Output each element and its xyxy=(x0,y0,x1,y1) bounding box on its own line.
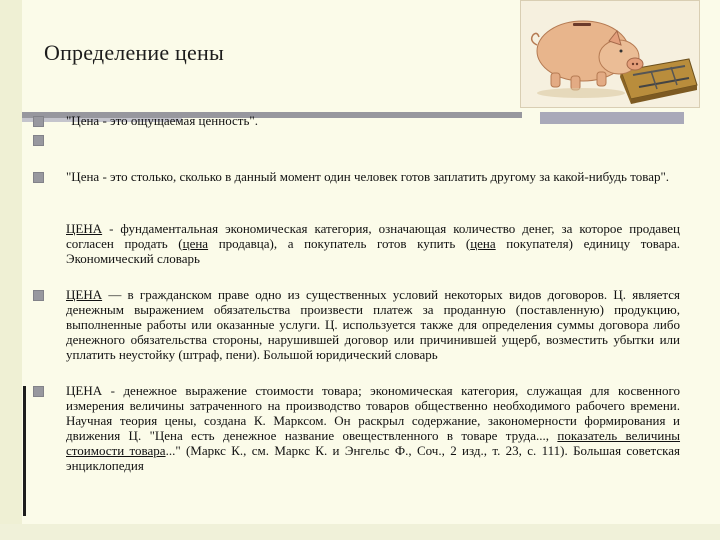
term-link[interactable]: цена xyxy=(470,236,496,251)
square-bullet-icon xyxy=(33,116,44,127)
term-link[interactable]: ЦЕНА xyxy=(66,221,103,236)
piggy-bank-icon xyxy=(521,1,699,107)
definition-encyclopedia: ЦЕНА - денежное выражение стоимости товара; экономическая категория, служащая для косвенного измерения величины затраченного на производство товаров общественно необходимого рабочего времени. Научная теория цены, создана К. Марксом. Он раскрыл содержание, закономерности формирования и движения Ц. "Цена есть денежное название овеществленного в товаре труда..., показатель величины стоимости товара..." (Маркс К., см. Маркс К. и Энгельс Ф., Соч., 2 изд., т. 23, с. 111). Большая советская энциклопедия xyxy=(66,383,681,473)
term-link[interactable]: ЦЕНА xyxy=(66,287,103,302)
bottom-margin-strip xyxy=(0,524,720,540)
square-bullet-icon xyxy=(33,290,44,301)
quote-perceived-value: "Цена - это ощущаемая ценность". xyxy=(66,113,258,128)
left-margin-strip xyxy=(0,0,22,540)
piggy-bank-mousetrap-illustration xyxy=(520,0,700,108)
vertical-accent-line xyxy=(23,386,26,516)
slide-title: Определение цены xyxy=(44,40,224,65)
definition-legal: ЦЕНА — в гражданском праве одно из существенных условий некоторых видов договоров. Ц. является денежным выражением обязательства произвести платеж за проданную (поставленную) продукцию, выполненные работы или оказанные услуги. Ц. используется также для определения суммы договора либо денежного обязательства стороны, нарушившей договор или причинившей ущерб, возместить убытки или уплатить неустойку (штраф, пени). Большой юридический словарь xyxy=(66,287,680,362)
term-link[interactable]: показатель величины стоимости товара xyxy=(66,428,681,458)
square-bullet-icon xyxy=(33,172,44,183)
square-bullet-icon xyxy=(33,386,44,397)
definition-economic: ЦЕНА - фундаментальная экономическая категория, означающая количество денег, за которое продавец согласен продать (цена продавца), а покупатель готов купить (цена покупателя) единицу товара. Экономический словарь xyxy=(66,221,680,266)
square-bullet-icon xyxy=(33,135,44,146)
quote-willingness-to-pay: "Цена - это столько, сколько в данный момент один человек готов заплатить другому за какой-нибудь товар". xyxy=(66,169,670,184)
term-link[interactable]: цена xyxy=(182,236,209,251)
